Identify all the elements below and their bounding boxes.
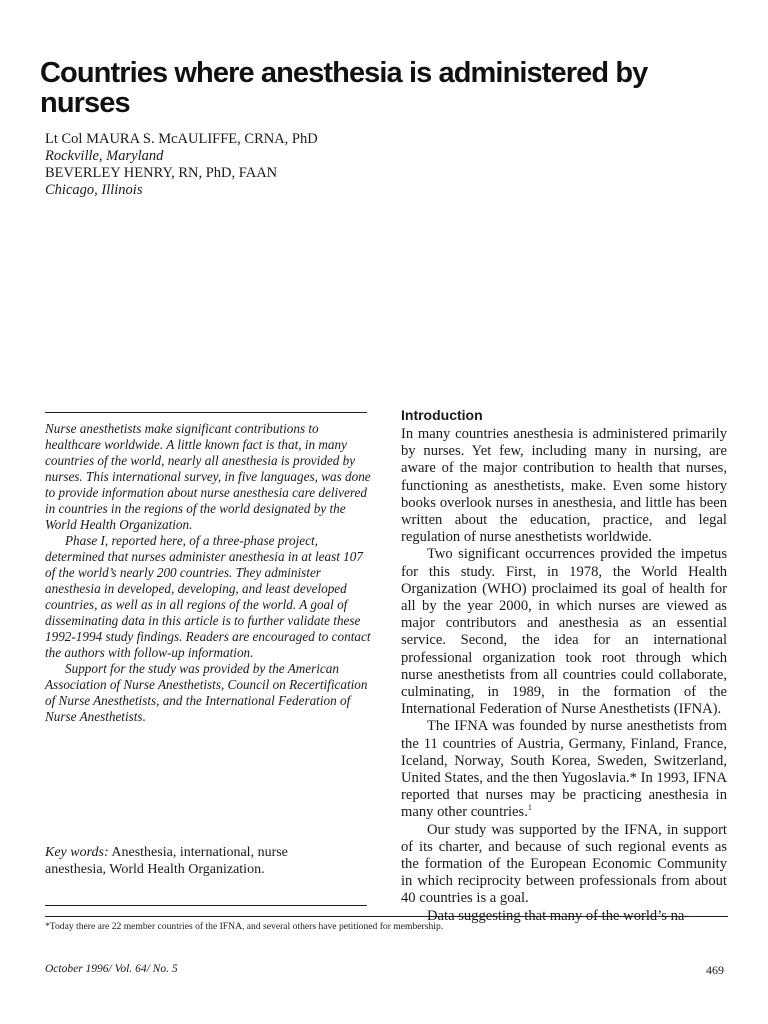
- author-name: Lt Col MAURA S. McAULIFFE, CRNA, PhD: [45, 131, 318, 147]
- abstract-paragraph: Phase I, reported here, of a three-phase project, determined that nurses administer anesthesia in at least 107 of the world’s nearly 200 countries. They administer anesthesia in developed, developing, and least developed countries, as well as in all regions of the world. A goal of disseminating data in this article is to further validate these 1992-1994 study findings. Readers are encouraged to contact the authors with follow-up information.: [45, 533, 371, 660]
- section-heading: Introduction: [401, 407, 483, 423]
- abstract-paragraph: Nurse anesthetists make significant contributions to healthcare worldwide. A little known fact is that, in many countries of the world, nearly all anesthesia is provided by nurses. This international survey, in five languages, was done to provide information about nurse anesthesia care delivered in countries in the regions of the world designated by the World Health Organization.: [45, 421, 371, 532]
- body-paragraph: In many countries anesthesia is administered primarily by nurses. Yet few, including many in nursing, are aware of the major contribution to health that nurses, functioning as anesthetists, make. Even some history books overlook nurses in anesthesia, and little has been written about the education, practice, and legal regulation of nurse anesthetists worldwide.: [401, 426, 727, 546]
- author-name: BEVERLEY HENRY, RN, PhD, FAAN: [45, 165, 278, 181]
- keywords-label: Key words:: [45, 845, 109, 860]
- body-column: [401, 407, 727, 925]
- author-block: [45, 131, 545, 199]
- journal-issue: October 1996/ Vol. 64/ No. 5: [45, 963, 178, 975]
- abstract-paragraph: Support for the study was provided by the American Association of Nurse Anesthetists, Council on Recertification of Nurse Anesthetists, and the International Federation of Nurse Anesthetists.: [45, 661, 368, 724]
- abstract-top-divider: [45, 412, 367, 413]
- article-title: Countries where anesthesia is administered by nurses: [40, 57, 648, 119]
- keywords: [45, 845, 345, 878]
- body-paragraph-text: The IFNA was founded by nurse anesthetists from the 11 countries of Austria, Germany, Finland, France, Iceland, Norway, South Korea, Sweden, Switzerland, United States, and the then Yugoslavia.* In 1993, IFNA reported that nurses may be practicing anesthesia in many other countries.: [401, 718, 727, 821]
- body-paragraph: [401, 718, 727, 821]
- footnote: *Today there are 22 member countries of the IFNA, and several others have petitioned for membership.: [45, 921, 444, 932]
- author-location: Rockville, Maryland: [45, 148, 164, 164]
- body-paragraph: Data suggesting that many of the world’s na-: [427, 907, 690, 924]
- footnote-divider: [45, 916, 728, 917]
- keywords-text: Anesthesia, international, nurse anesthesia, World Health Organization.: [45, 845, 288, 877]
- abstract: [45, 421, 375, 725]
- abstract-bottom-divider: [45, 905, 367, 906]
- reference-marker: 1: [527, 803, 532, 813]
- body-paragraph: Two significant occurrences provided the impetus for this study. First, in 1978, the World Health Organization (WHO) proclaimed its goal of health for all by the year 2000, in which nurses are viewed as major contributors and anesthesia as an essential service. Second, the idea for an international professional organization took root through which nurse anesthetists from all countries could collaborate, culminating, in 1989, in the formation of the International Federation of Nurse Anesthetists (IFNA).: [401, 546, 727, 718]
- author-location: Chicago, Illinois: [45, 182, 143, 198]
- page-number: 469: [706, 963, 724, 977]
- body-paragraph: Our study was supported by the IFNA, in support of its charter, and because of such regional events as the formation of the European Economic Community in which reciprocity between professionals from about 40 countries is a goal.: [401, 821, 727, 907]
